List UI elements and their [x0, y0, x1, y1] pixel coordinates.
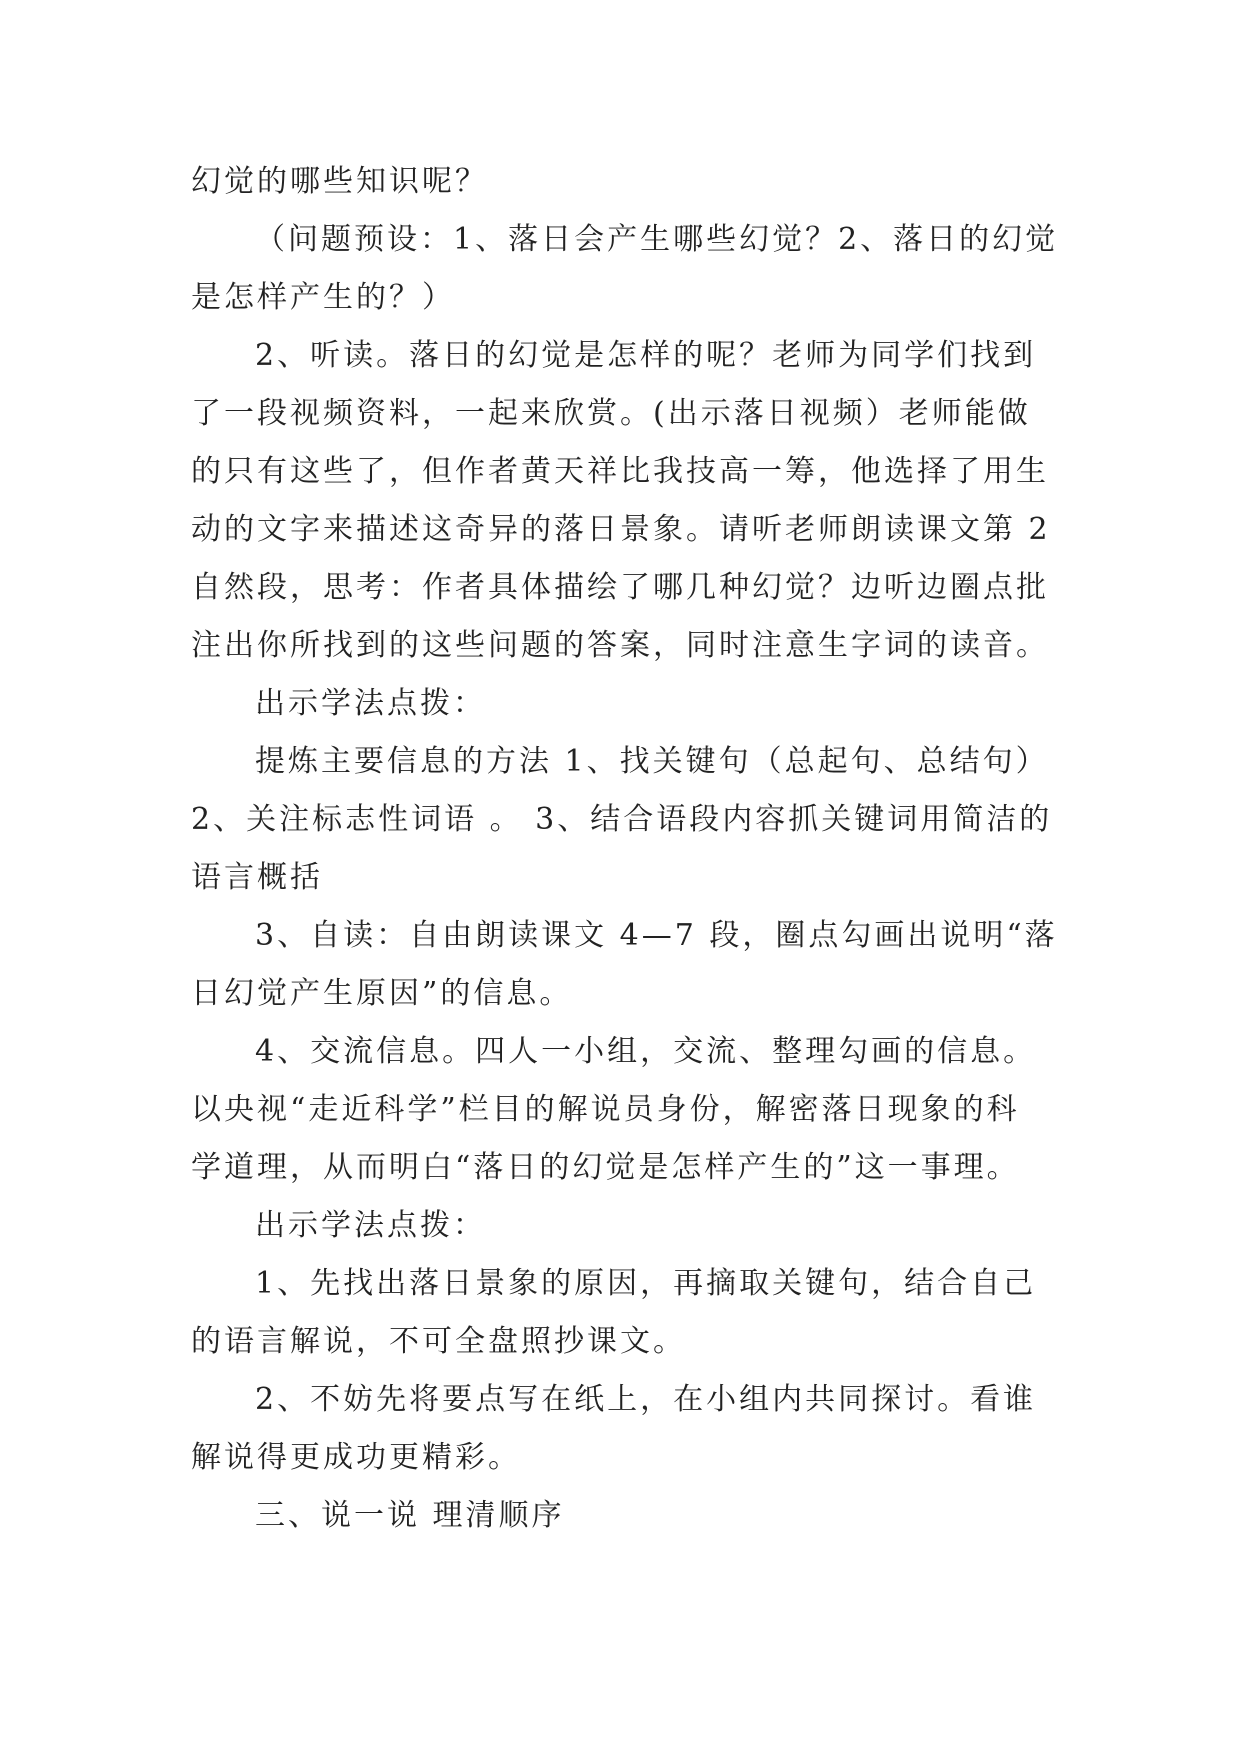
text-line: 注出你所找到的这些问题的答案，同时注意生字词的读音。 [191, 628, 1049, 663]
text-line: 自然段，思考：作者具体描绘了哪几种幻觉？边听边圈点批 [191, 570, 1049, 605]
text-line: 解说得更成功更精彩。 [191, 1440, 521, 1475]
text-line: 出示学法点拨： [255, 686, 486, 721]
text-line: 4、交流信息。四人一小组，交流、整理勾画的信息。 [255, 1034, 1037, 1069]
text-line: 语言概括 [191, 860, 323, 895]
text-line: 了一段视频资料，一起来欣赏。(出示落日视频）老师能做 [191, 396, 1031, 431]
text-line: 三、说一说 理清顺序 [255, 1498, 565, 1533]
text-line: 1、先找出落日景象的原因，再摘取关键句，结合自己 [255, 1266, 1037, 1301]
text-line: 2、关注标志性词语 。 3、结合语段内容抓关键词用简洁的 [191, 802, 1053, 837]
text-line: 的只有这些了，但作者黄天祥比我技高一筹，他选择了用生 [191, 454, 1049, 489]
document-body [191, 153, 1071, 1545]
text-line: 2、不妨先将要点写在纸上，在小组内共同探讨。看谁 [255, 1382, 1037, 1417]
text-line: 2、听读。落日的幻觉是怎样的呢？老师为同学们找到 [255, 338, 1037, 373]
text-line: 幻觉的哪些知识呢？ [191, 164, 488, 199]
text-line: 动的文字来描述这奇异的落日景象。请听老师朗读课文第 2 [191, 512, 1051, 547]
text-line: 提炼主要信息的方法 1、找关键句（总起句、总结句） [255, 744, 1049, 779]
text-line: （问题预设：1、落日会产生哪些幻觉？2、落日的幻觉 [255, 222, 1059, 257]
text-line: 的语言解说，不可全盘照抄课文。 [191, 1324, 686, 1359]
text-line: 日幻觉产生原因”的信息。 [191, 976, 573, 1011]
text-line: 学道理，从而明白“落日的幻觉是怎样产生的”这一事理。 [191, 1150, 1020, 1185]
text-line: 是怎样产生的？） [191, 280, 455, 315]
text-line: 3、自读：自由朗读课文 4—7 段，圈点勾画出说明“落 [255, 918, 1058, 953]
text-line: 出示学法点拨： [255, 1208, 486, 1243]
text-line: 以央视“走近科学”栏目的解说员身份，解密落日现象的科 [191, 1092, 1020, 1127]
